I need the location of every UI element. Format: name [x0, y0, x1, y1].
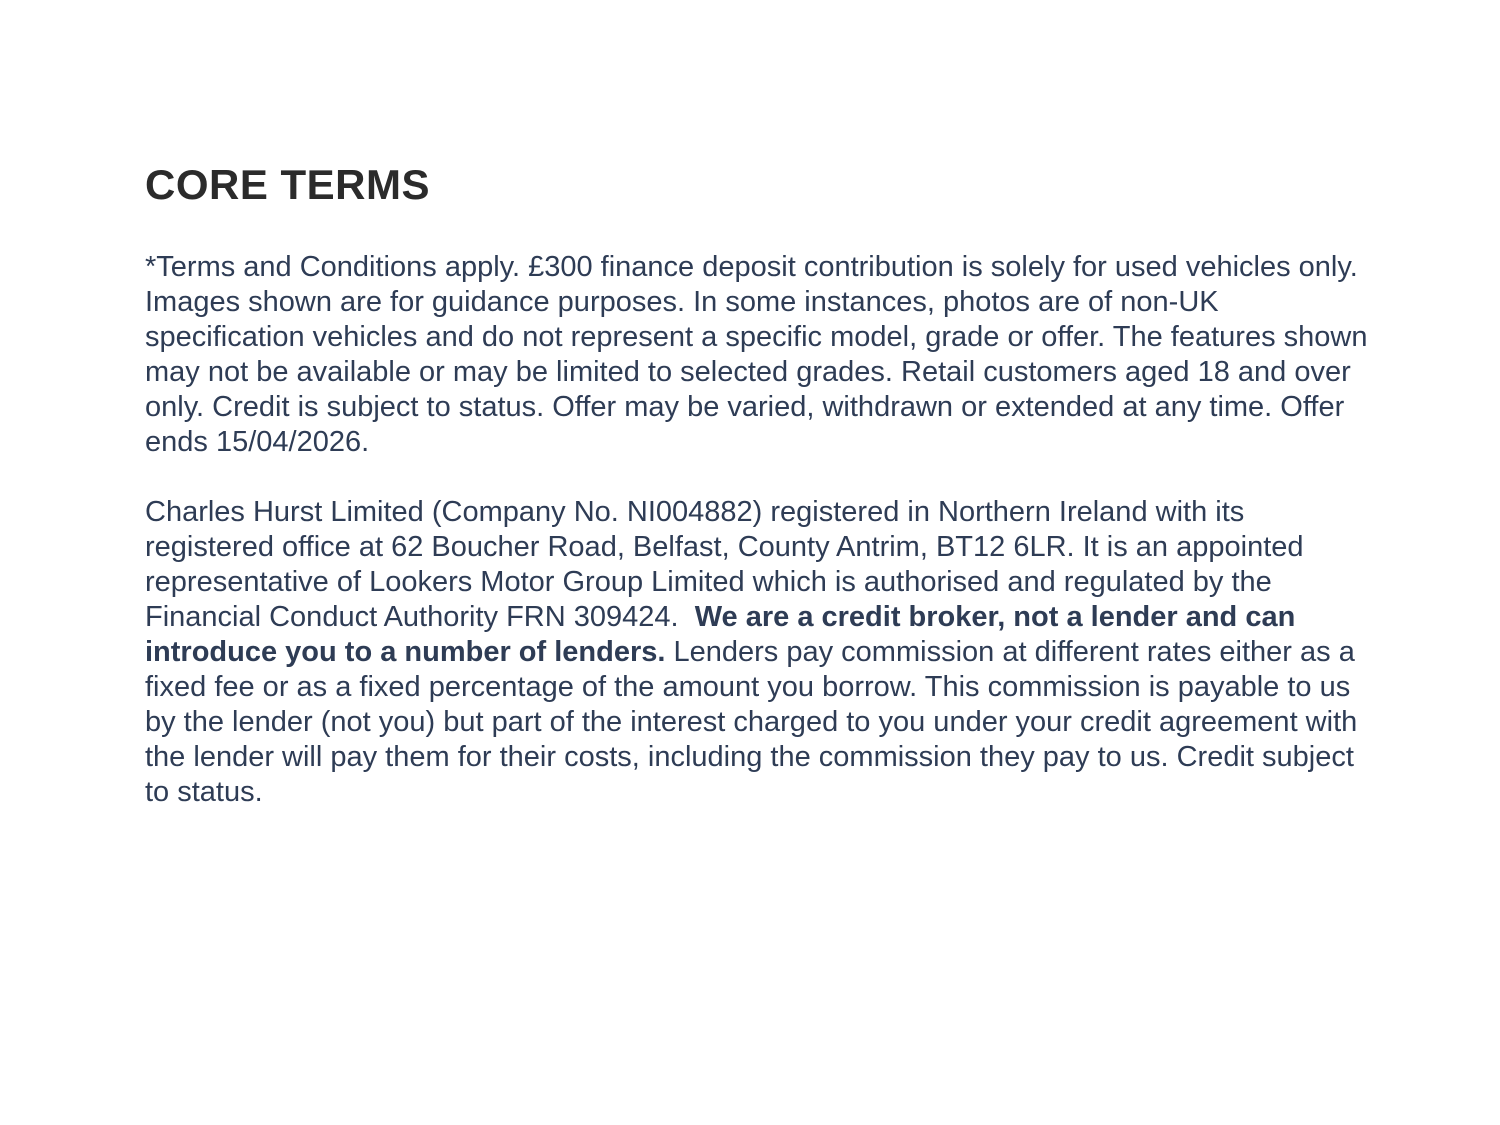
credit-broker-statement-bold: We are a credit broker, not a lender and can introduce you to a number of lenders. [145, 601, 1296, 668]
company-registration-text: Charles Hurst Limited (Company No. NI004882) registered in Northern Ireland with its registered office at 62 Boucher Road, Belfast, County Antrim, BT12 6LR. It is an appointed representative of Lookers Motor Group Limited which is authorised and regulated by the Financial Conduct Authority FRN 309424. [145, 496, 1304, 633]
terms-paragraph-company-disclosure [145, 495, 1370, 810]
commission-disclosure-text: Lenders pay commission at different rates either as a fixed fee or as a fixed percentage of the amount you borrow. This commission is payable to us by the lender (not you) but part of the interest charged to you under your credit agreement with the lender will pay them for their costs, including the commission they pay to us. Credit subject to status. [145, 636, 1358, 808]
terms-paragraph-offer-conditions [145, 250, 1370, 460]
page-title: CORE TERMS [145, 161, 431, 208]
offer-conditions-text: *Terms and Conditions apply. £300 finance deposit contribution is solely for used vehicles only. Images shown are for guidance purposes. In some instances, photos are of non-UK specification vehicles and do not represent a specific model, grade or offer. The features shown may not be available or may be limited to selected grades. Retail customers aged 18 and over only. Credit is subject to status. Offer may be varied, withdrawn or extended at any time. Offer ends 15/04/2026. [145, 251, 1368, 458]
